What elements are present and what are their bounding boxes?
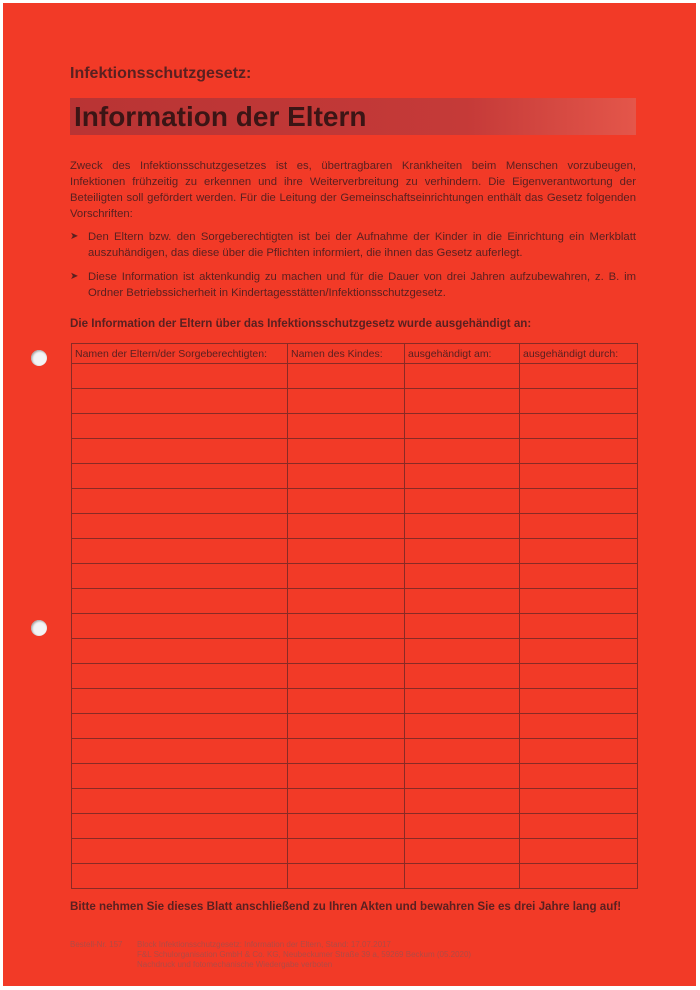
table-row <box>72 789 638 814</box>
cell-handout-date[interactable] <box>405 614 520 639</box>
cell-handed-by[interactable] <box>520 389 638 414</box>
cell-handed-by[interactable] <box>520 664 638 689</box>
punch-hole-bottom <box>31 620 47 636</box>
cell-handout-date[interactable] <box>405 689 520 714</box>
cell-parents-name[interactable] <box>72 364 288 389</box>
cell-child-name[interactable] <box>288 614 405 639</box>
cell-handout-date[interactable] <box>405 364 520 389</box>
cell-handed-by[interactable] <box>520 614 638 639</box>
form-subtitle: Infektionsschutzgesetz: <box>70 65 252 82</box>
cell-parents-name[interactable] <box>72 589 288 614</box>
cell-child-name[interactable] <box>288 689 405 714</box>
title-band <box>70 98 636 135</box>
table-row <box>72 414 638 439</box>
cell-parents-name[interactable] <box>72 539 288 564</box>
cell-child-name[interactable] <box>288 639 405 664</box>
page-title: Information der Eltern <box>74 101 367 132</box>
cell-parents-name[interactable] <box>72 864 288 889</box>
cell-parents-name[interactable] <box>72 614 288 639</box>
table-row <box>72 689 638 714</box>
cell-child-name[interactable] <box>288 389 405 414</box>
table-header-row <box>72 344 638 364</box>
cell-handed-by[interactable] <box>520 464 638 489</box>
cell-parents-name[interactable] <box>72 389 288 414</box>
cell-parents-name[interactable] <box>72 489 288 514</box>
cell-parents-name[interactable] <box>72 839 288 864</box>
table-row <box>72 514 638 539</box>
cell-handout-date[interactable] <box>405 664 520 689</box>
intro-paragraph: Zweck des Infektionsschutzgesetzes ist es, übertragbaren Krankheiten beim Menschen vorzubeugen, Infektionen frühzeitig zu erkennen und ihre Weiterverbreitung zu verhindern. Die Eigenverantwortung der Beteiligten soll gefördert werden. Für die Leitung der Gemeinschaftseinrichtungen enthält das Gesetz folgenden Vorschriften: <box>70 160 636 220</box>
cell-child-name[interactable] <box>288 839 405 864</box>
cell-parents-name[interactable] <box>72 814 288 839</box>
list-item <box>70 229 636 261</box>
cell-parents-name[interactable] <box>72 564 288 589</box>
closing-instruction: Bitte nehmen Sie dieses Blatt anschließend zu Ihren Akten und bewahren Sie es drei Jahre lang auf! <box>70 900 622 913</box>
cell-handed-by[interactable] <box>520 814 638 839</box>
cell-parents-name[interactable] <box>72 764 288 789</box>
table-row <box>72 464 638 489</box>
cell-handout-date[interactable] <box>405 864 520 889</box>
cell-handed-by[interactable] <box>520 689 638 714</box>
cell-handout-date[interactable] <box>405 814 520 839</box>
cell-parents-name[interactable] <box>72 664 288 689</box>
column-header-parents: Namen der Eltern/der Sorgeberechtigten: <box>72 344 288 364</box>
cell-handout-date[interactable] <box>405 639 520 664</box>
cell-parents-name[interactable] <box>72 439 288 464</box>
table-row <box>72 739 638 764</box>
cell-child-name[interactable] <box>288 464 405 489</box>
regulation-list <box>70 229 636 309</box>
cell-handed-by[interactable] <box>520 439 638 464</box>
cell-parents-name[interactable] <box>72 739 288 764</box>
footer-line: Block Infektionsschutzgesetz: Information der Eltern, Stand: 17.07.2017 <box>137 940 391 949</box>
column-header-date: ausgehändigt am: <box>405 344 520 364</box>
handout-table <box>71 343 638 889</box>
table-row <box>72 564 638 589</box>
table-row <box>72 764 638 789</box>
cell-handed-by[interactable] <box>520 739 638 764</box>
punch-hole-top <box>31 350 47 366</box>
cell-parents-name[interactable] <box>72 714 288 739</box>
table-row <box>72 839 638 864</box>
table-row <box>72 364 638 389</box>
cell-child-name[interactable] <box>288 514 405 539</box>
table-row <box>72 489 638 514</box>
cell-handed-by[interactable] <box>520 489 638 514</box>
cell-child-name[interactable] <box>288 664 405 689</box>
table-row <box>72 639 638 664</box>
cell-child-name[interactable] <box>288 789 405 814</box>
table-row <box>72 539 638 564</box>
column-header-child: Namen des Kindes: <box>288 344 405 364</box>
cell-handed-by[interactable] <box>520 764 638 789</box>
table-body <box>72 364 638 889</box>
table-row <box>72 814 638 839</box>
arrow-bullet-icon: ➤ <box>70 271 79 282</box>
cell-child-name[interactable] <box>288 864 405 889</box>
cell-child-name[interactable] <box>288 589 405 614</box>
cell-parents-name[interactable] <box>72 514 288 539</box>
table-row <box>72 389 638 414</box>
table-row <box>72 589 638 614</box>
cell-handout-date[interactable] <box>405 389 520 414</box>
cell-parents-name[interactable] <box>72 689 288 714</box>
cell-handed-by[interactable] <box>520 364 638 389</box>
cell-child-name[interactable] <box>288 764 405 789</box>
order-number: Bestell-Nr. 157 <box>70 940 123 949</box>
cell-parents-name[interactable] <box>72 414 288 439</box>
cell-child-name[interactable] <box>288 414 405 439</box>
table-row <box>72 439 638 464</box>
table-row <box>72 864 638 889</box>
cell-handout-date[interactable] <box>405 764 520 789</box>
footer-line: Nachdruck und fotomechanische Wiedergabe verboten <box>137 960 333 969</box>
cell-handed-by[interactable] <box>520 514 638 539</box>
cell-handout-date[interactable] <box>405 839 520 864</box>
column-header-handed-by: ausgehändigt durch: <box>520 344 638 364</box>
cell-handout-date[interactable] <box>405 714 520 739</box>
cell-handout-date[interactable] <box>405 739 520 764</box>
handout-heading: Die Information der Eltern über das Infektionsschutzgesetz wurde ausgehändigt an: <box>70 317 532 330</box>
cell-handed-by[interactable] <box>520 839 638 864</box>
cell-handed-by[interactable] <box>520 714 638 739</box>
table-row <box>72 614 638 639</box>
cell-handed-by[interactable] <box>520 639 638 664</box>
cell-handed-by[interactable] <box>520 414 638 439</box>
cell-parents-name[interactable] <box>72 639 288 664</box>
table-row <box>72 664 638 689</box>
cell-child-name[interactable] <box>288 564 405 589</box>
cell-handout-date[interactable] <box>405 514 520 539</box>
cell-handed-by[interactable] <box>520 564 638 589</box>
cell-child-name[interactable] <box>288 489 405 514</box>
cell-handout-date[interactable] <box>405 414 520 439</box>
cell-handout-date[interactable] <box>405 589 520 614</box>
arrow-bullet-icon: ➤ <box>70 231 79 242</box>
cell-handout-date[interactable] <box>405 489 520 514</box>
cell-handout-date[interactable] <box>405 539 520 564</box>
cell-handout-date[interactable] <box>405 564 520 589</box>
cell-handed-by[interactable] <box>520 539 638 564</box>
form-sheet <box>3 3 696 986</box>
list-item <box>70 269 636 301</box>
cell-handout-date[interactable] <box>405 464 520 489</box>
cell-handed-by[interactable] <box>520 789 638 814</box>
table-row <box>72 714 638 739</box>
list-item-text: Diese Information ist aktenkundig zu machen und für die Dauer von drei Jahren aufzubewahren, z. B. im Ordner Betriebssicherheit in Kindertagesstätten/Infektionsschutzgesetz. <box>88 271 636 299</box>
cell-child-name[interactable] <box>288 814 405 839</box>
footer-imprint <box>137 940 471 970</box>
cell-parents-name[interactable] <box>72 464 288 489</box>
cell-handout-date[interactable] <box>405 439 520 464</box>
list-item-text: Den Eltern bzw. den Sorgeberechtigten ist bei der Aufnahme der Kinder in die Einrichtung ein Merkblatt auszuhändigen, das diese über die Pflichten informiert, die ihnen das Gesetz auferlegt. <box>88 231 636 259</box>
footer-line: F&L Schulorganisation GmbH & Co. KG, Neubeckumer Straße 39 a, 59269 Beckum (05.2020) <box>137 950 472 959</box>
cell-child-name[interactable] <box>288 439 405 464</box>
cell-handout-date[interactable] <box>405 789 520 814</box>
cell-handed-by[interactable] <box>520 589 638 614</box>
cell-child-name[interactable] <box>288 714 405 739</box>
cell-child-name[interactable] <box>288 539 405 564</box>
cell-parents-name[interactable] <box>72 789 288 814</box>
cell-child-name[interactable] <box>288 739 405 764</box>
cell-handed-by[interactable] <box>520 864 638 889</box>
cell-child-name[interactable] <box>288 364 405 389</box>
